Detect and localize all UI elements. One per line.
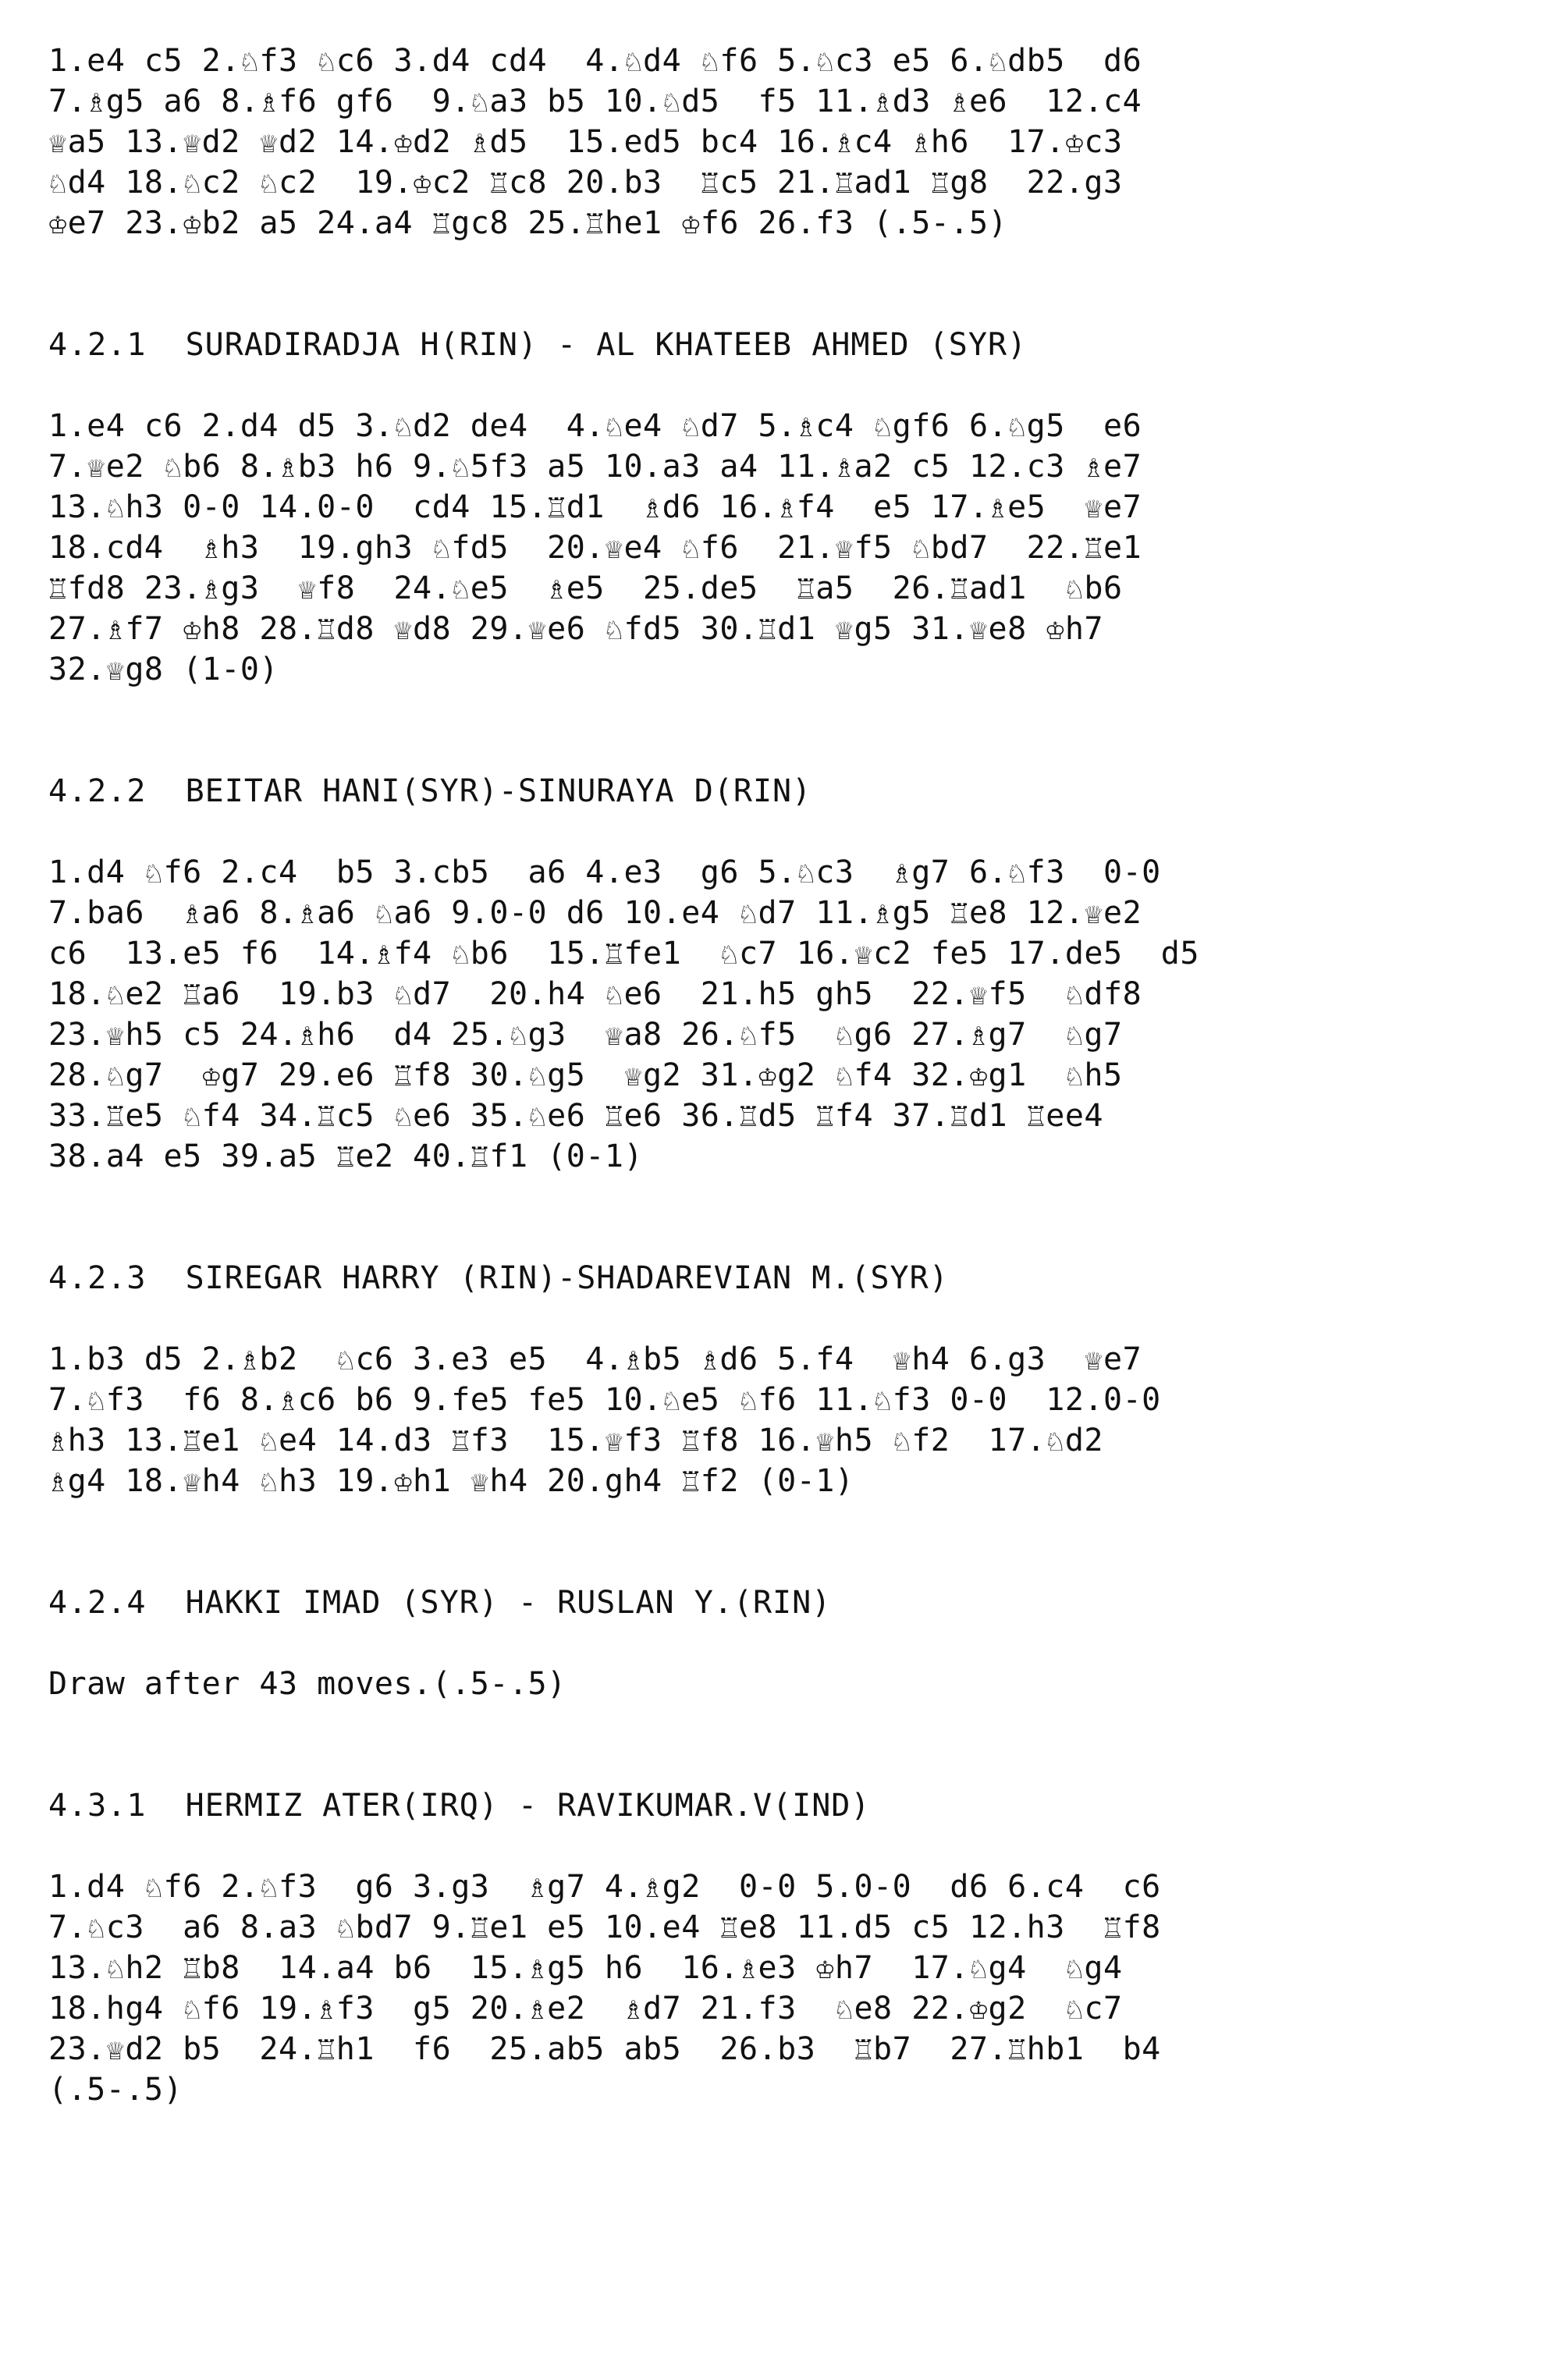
move-line: 1.d4 ♘f6 2.c4 b5 3.cb5 a6 4.e3 g6 5.♘c3 ♗g7 6.♘f3 0-0 xyxy=(48,854,1161,890)
game-4-2-1 xyxy=(48,325,1500,690)
move-line: 32.♕g8 (1-0) xyxy=(48,652,279,687)
move-line: c6 13.e5 f6 14.♗f4 ♘b6 15.♖fe1 ♘c7 16.♕c2 fe5 17.de5 d5 xyxy=(48,936,1199,972)
move-line: 7.♗g5 a6 8.♗f6 gf6 9.♘a3 b5 10.♘d5 f5 11.♗d3 ♗e6 12.c4 xyxy=(48,83,1142,119)
game-heading: 4.3.1 HERMIZ ATER(IRQ) - RAVIKUMAR.V(IND) xyxy=(48,1788,871,1824)
move-line: 18.hg4 ♘f6 19.♗f3 g5 20.♗e2 ♗d7 21.f3 ♘e8 22.♔g2 ♘c7 xyxy=(48,1991,1123,2027)
move-line: 7.♘c3 a6 8.a3 ♘bd7 9.♖e1 e5 10.e4 ♖e8 11.d5 c5 12.h3 ♖f8 xyxy=(48,1909,1161,1945)
move-line: 28.♘g7 ♔g7 29.e6 ♖f8 30.♘g5 ♕g2 31.♔g2 ♘f4 32.♔g1 ♘h5 xyxy=(48,1057,1123,1093)
move-line: 13.♘h2 ♖b8 14.a4 b6 15.♗g5 h6 16.♗e3 ♔h7 17.♘g4 ♘g4 xyxy=(48,1950,1123,1986)
move-line: 1.e4 c6 2.d4 d5 3.♘d2 de4 4.♘e4 ♘d7 5.♗c4 ♘gf6 6.♘g5 e6 xyxy=(48,408,1142,444)
move-line: 18.♘e2 ♖a6 19.b3 ♘d7 20.h4 ♘e6 21.h5 gh5 22.♕f5 ♘df8 xyxy=(48,976,1142,1012)
move-line: 7.♕e2 ♘b6 8.♗b3 h6 9.♘5f3 a5 10.a3 a4 11.♗a2 c5 12.c3 ♗e7 xyxy=(48,449,1142,485)
game-4-2-4 xyxy=(48,1583,1500,1704)
move-line: 7.♘f3 f6 8.♗c6 b6 9.fe5 fe5 10.♘e5 ♘f6 11.♘f3 0-0 12.0-0 xyxy=(48,1382,1161,1418)
move-line: 1.b3 d5 2.♗b2 ♘c6 3.e3 e5 4.♗b5 ♗d6 5.f4 ♕h4 6.g3 ♕e7 xyxy=(48,1341,1142,1377)
game-4-2-3 xyxy=(48,1258,1500,1501)
move-line: 1.e4 c5 2.♘f3 ♘c6 3.d4 cd4 4.♘d4 ♘f6 5.♘c3 e5 6.♘db5 d6 xyxy=(48,43,1142,79)
move-line: 1.d4 ♘f6 2.♘f3 g6 3.g3 ♗g7 4.♗g2 0-0 5.0-0 d6 6.c4 c6 xyxy=(48,1869,1161,1905)
move-line: 7.ba6 ♗a6 8.♗a6 ♘a6 9.0-0 d6 10.e4 ♘d7 11.♗g5 ♖e8 12.♕e2 xyxy=(48,895,1142,931)
move-line: ♕a5 13.♕d2 ♕d2 14.♔d2 ♗d5 15.ed5 bc4 16.♗c4 ♗h6 17.♔c3 xyxy=(48,124,1123,160)
move-line: ♔e7 23.♔b2 a5 24.a4 ♖gc8 25.♖he1 ♔f6 26.f3 (.5-.5) xyxy=(48,205,1008,241)
move-line: ♗g4 18.♕h4 ♘h3 19.♔h1 ♕h4 20.gh4 ♖f2 (0-1) xyxy=(48,1463,854,1499)
move-line: ♘d4 18.♘c2 ♘c2 19.♔c2 ♖c8 20.b3 ♖c5 21.♖ad1 ♖g8 22.g3 xyxy=(48,165,1123,201)
score-sheet-page xyxy=(48,41,1500,2110)
move-line: 38.a4 e5 39.a5 ♖e2 40.♖f1 (0-1) xyxy=(48,1138,644,1174)
move-line: 27.♗f7 ♔h8 28.♖d8 ♕d8 29.♕e6 ♘fd5 30.♖d1 ♕g5 31.♕e8 ♔h7 xyxy=(48,611,1104,647)
move-line: 23.♕h5 c5 24.♗h6 d4 25.♘g3 ♕a8 26.♘f5 ♘g6 27.♗g7 ♘g7 xyxy=(48,1017,1123,1053)
result-line: Draw after 43 moves.(.5-.5) xyxy=(48,1666,566,1702)
game-heading: 4.2.4 HAKKI IMAD (SYR) - RUSLAN Y.(RIN) xyxy=(48,1585,832,1621)
game-top-moves xyxy=(48,41,1500,243)
move-line: 33.♖e5 ♘f4 34.♖c5 ♘e6 35.♘e6 ♖e6 36.♖d5 ♖f4 37.♖d1 ♖ee4 xyxy=(48,1098,1104,1134)
move-line: ♗h3 13.♖e1 ♘e4 14.d3 ♖f3 15.♕f3 ♖f8 16.♕h5 ♘f2 17.♘d2 xyxy=(48,1423,1104,1458)
game-heading: 4.2.2 BEITAR HANI(SYR)-SINURAYA D(RIN) xyxy=(48,773,812,809)
game-4-2-2 xyxy=(48,771,1500,1177)
move-line: 23.♕d2 b5 24.♖h1 f6 25.ab5 ab5 26.b3 ♖b7 27.♖hb1 b4 xyxy=(48,2031,1161,2067)
move-line: 18.cd4 ♗h3 19.gh3 ♘fd5 20.♕e4 ♘f6 21.♕f5 ♘bd7 22.♖e1 xyxy=(48,530,1142,566)
game-heading: 4.2.1 SURADIRADJA H(RIN) - AL KHATEEB AHMED (SYR) xyxy=(48,327,1028,363)
game-4-3-1 xyxy=(48,1785,1500,2110)
move-line: ♖fd8 23.♗g3 ♕f8 24.♘e5 ♗e5 25.de5 ♖a5 26.♖ad1 ♘b6 xyxy=(48,570,1123,606)
move-line: 13.♘h3 0-0 14.0-0 cd4 15.♖d1 ♗d6 16.♗f4 e5 17.♗e5 ♕e7 xyxy=(48,489,1142,525)
game-heading: 4.2.3 SIREGAR HARRY (RIN)-SHADAREVIAN M.(SYR) xyxy=(48,1260,949,1296)
move-line: (.5-.5) xyxy=(48,2072,183,2108)
